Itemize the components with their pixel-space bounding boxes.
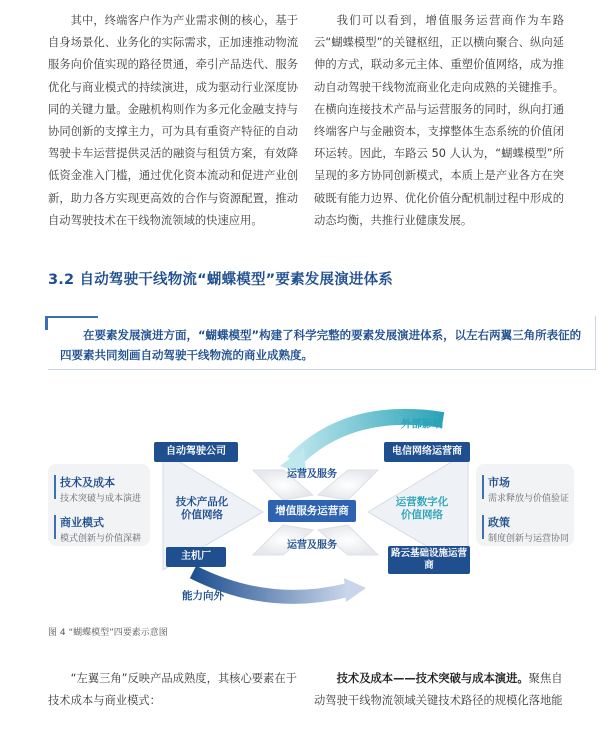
accent-bar [54,475,56,499]
label-left-network: 技术产品化 价值网络 [175,496,229,521]
side-item-title: 商业模式 [60,516,104,529]
accent-bar [482,515,484,539]
node-telecom: 电信网络运营商 [384,442,470,462]
side-item-title: 技术及成本 [60,476,115,489]
side-item-sub: 模式创新与价值深耕 [60,534,142,544]
section-title: 3.2 自动驾驶干线物流“蝴蝶模型”要素发展演进体系 [48,272,393,288]
right-side-item-market [488,474,569,504]
right-side-item-policy [488,514,569,544]
figure-caption: 图 4 “蝴蝶模型”四要素示意图 [48,628,168,638]
accent-bar [54,515,56,539]
left-side-item-business [60,514,141,544]
node-ops-top: 运营及服务 [287,469,337,480]
label-right-network: 运营数字化 价值网络 [395,496,449,521]
side-item-title: 政策 [488,516,510,529]
inner-arc-head [344,578,366,602]
right-text-column [314,10,564,232]
label-inner: 能力向外 [182,590,224,602]
side-item-title: 市场 [488,476,510,489]
left-side-item-tech [60,474,141,504]
node-oem: 主机厂 [166,547,226,567]
label-external: 外部影响 [401,418,443,430]
side-item-sub: 需求释放与价值验证 [488,494,570,504]
callout-accent-line [48,316,98,318]
side-item-sub: 技术突破与成本演进 [60,494,142,504]
side-item-sub: 制度创新与运营协同 [488,534,570,544]
butterfly-diagram [48,400,596,620]
node-roadside: 路云基础设施运营商 [388,546,470,574]
node-center-vas: 增值服务运营商 [268,500,356,522]
callout-text: 在要素发展演进方面，“蝴蝶模型”构建了科学完整的要素发展演进体系，以左右两翼三角所表征的四要素共同刻画自动驾驶干线物流的商业成熟度。 [60,328,582,362]
callout-accent-bar [45,316,48,330]
callout-box [48,316,596,370]
left-text-column [48,10,298,232]
right-paragraph: 我们可以看到，增值服务运营商作为车路云“蝴蝶模型”的关键枢纽，正以横向聚合、纵向延伸的方式，联动多元主体、重塑价值网络，成为推动自动驾驶干线物流商业化走向成熟的关键推手。在横向连接技术产品与运营服务的同时，纵向打通终端客户与金融资本，支撑整体生态系统的价值闭环运转。因此，车路云 50 人认为，“蝴蝶模型”所呈现的多方协同创新模式，本质上是产业各方在突破既有能力边界、优化价值分配机制过程中形成的动态均衡，共推行业健康发展。 [314,14,564,227]
node-ops-bottom: 运营及服务 [287,540,337,551]
accent-bar [482,475,484,499]
bottom-left-text [48,668,298,712]
bottom-left-paragraph: “左翼三角”反映产品成熟度，其核心要素在于技术成本与商业模式： [48,672,297,708]
bottom-right-rest: 聚焦自动驾驶干线物流领域关键技术路径的规模化落地能 [314,672,563,708]
bottom-right-paragraph [314,668,564,712]
node-av-company: 自动驾驶公司 [154,442,238,462]
bottom-right-strong: 技术及成本——技术突破与成本演进。 [336,672,529,685]
bottom-right-text [314,668,564,712]
left-paragraph: 其中，终端客户作为产业需求侧的核心，基于自身场景化、业务化的实际需求，正加速推动物流服务向价值实现的路径贯通，牵引产品迭代、服务优化与商业模式的持续演进，成为驱动行业深度协同的关键力量。金融机构则作为多元化金融支持与协同创新的支撑主力，可为具有重资产特征的自动驾驶卡车运营提供灵活的融资与租赁方案，有效降低资金准入门槛，通过优化资本流动和促进产业创新，助力各方实现更高效的合作与资源配置，推动自动驾驶技术在干线物流领域的快速应用。 [48,14,298,227]
